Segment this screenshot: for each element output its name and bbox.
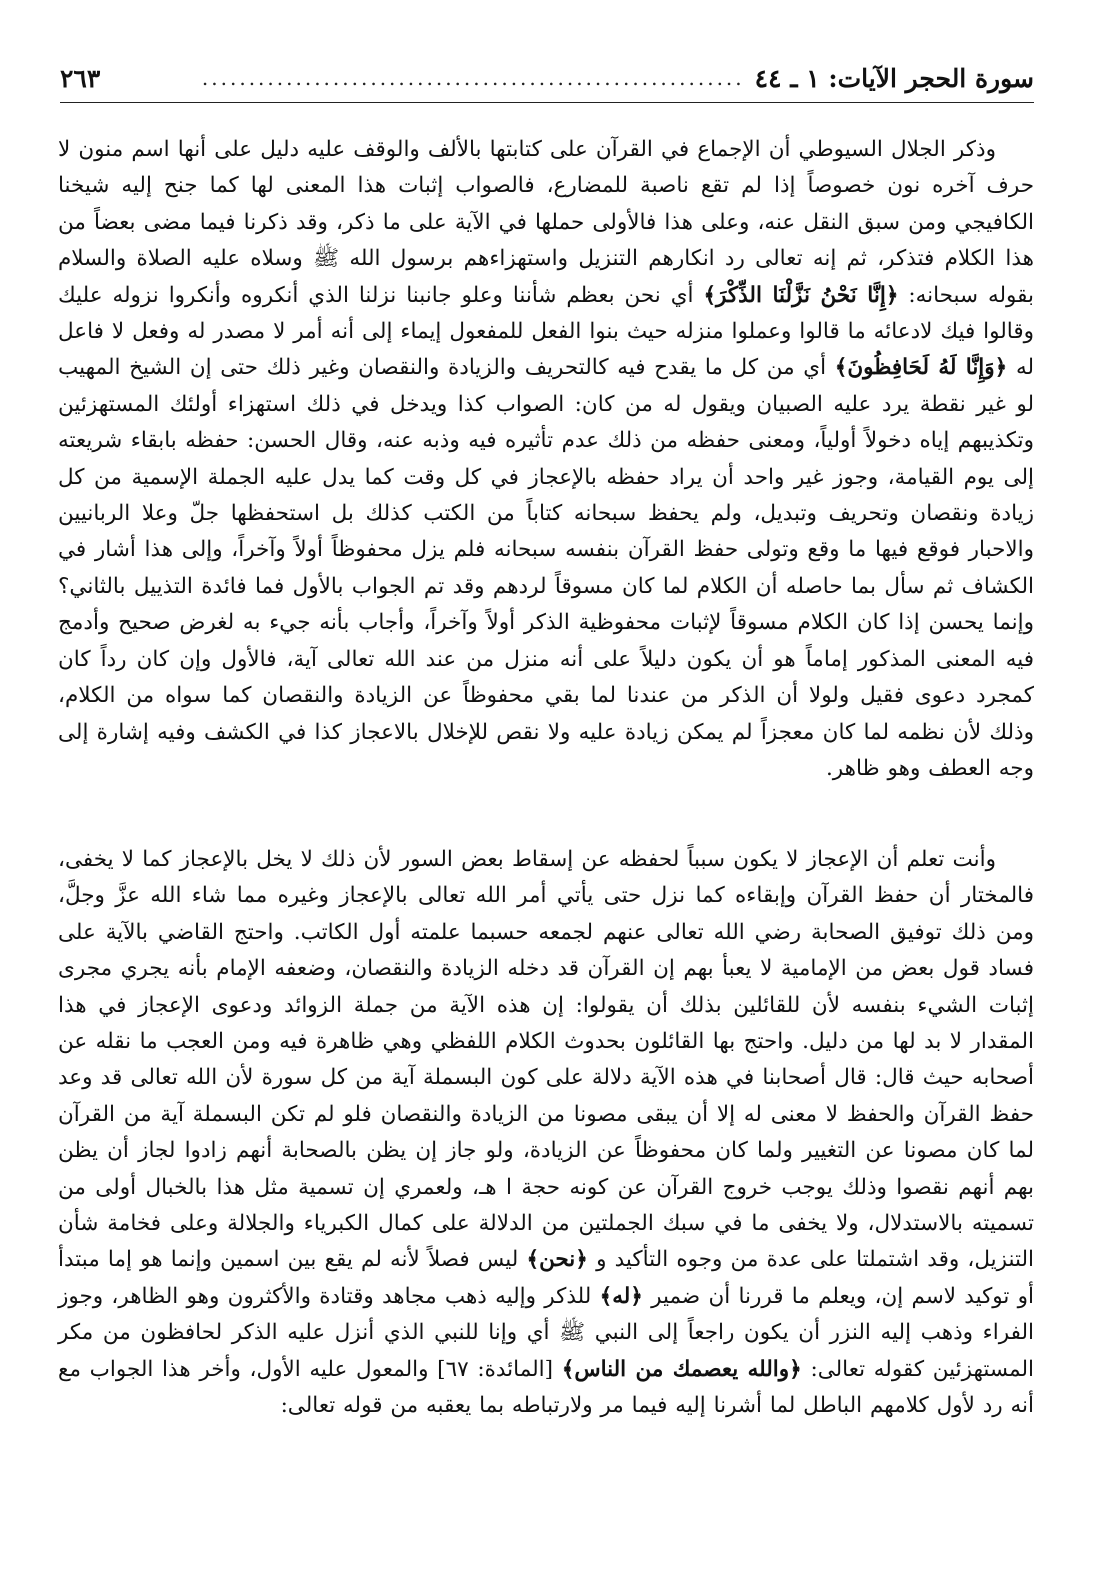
quran-quote: ﴿إِنَّا نَحْنُ نَزَّلْنَا الذِّكْرَ﴾ — [703, 282, 899, 308]
paragraph-1 — [58, 132, 1034, 787]
surah-title: سورة الحجر الآيات: ١ ـ ٤٤ — [754, 63, 1034, 93]
paragraph-2-text-1: وأنت تعلم أن الإعجاز لا يكون سبباً لحفظه عن إسقاط بعض السور لأن ذلك لا يخل بالإعجاز كما لا يخفى، فالمختار أن حفظ القرآن وإبقاءه كما نزل حتى يأتي أمر الله تعالى بالإعجاز وغيره مما شاء الله عزَّ وجلَّ، ومن ذلك توفيق الصحابة رضي الله تعالى عنهم لجمعه حسبما علمته أول الكاتب. واحتج القاضي بالآية على فساد قول بعض من الإمامية لا يعبأ بهم إن القرآن قد دخله الزيادة والنقصان، وضعفه الإمام بأنه يجري مجرى إثبات الشيء بنفسه لأن للقائلين بذلك أن يقولوا: إن هذه الآية من جملة الزوائد ودعوى الإعجاز في هذا المقدار لا بد لها من دليل. واحتج بها القائلون بحدوث الكلام اللفظي وهي ظاهرة فيه ومن العجب ما نقله عن أصحابه حيث قال: قال أصحابنا في هذه الآية دلالة على كون البسملة آية من كل سورة لأن الله تعالى قد وعد حفظ القرآن والحفظ لا معنى له إلا أن يبقى مصونا من الزيادة والنقصان فلو لم تكن البسملة آية من القرآن لما كان مصونا عن التغيير ولما كان محفوظاً عن الزيادة، ولو جاز إن يظن بالصحابة أنهم زادوا لجاز أن يظن بهم أنهم نقصوا وذلك يوجب خروج القرآن عن كونه حجة ا هـ، ولعمري إن تسمية مثل هذا بالخبال أولى من تسميته بالاستدلال، ولا يخفى ما في سبك الجملتين من الدلالة على كمال الكبرياء والجلالة وعلى فخامة شأن التنزيل، وقد اشتملتا على عدة من وجوه التأكيد و — [58, 847, 1034, 1273]
paragraph-2-text-2: ليس فصلاً لأنه لم يقع بين اسمين وإنما هو إما مبتدأ أو توكيد لاسم إن، ويعلم ما قررنا أن ضمير — [58, 1247, 1035, 1309]
paragraph-1-text-1: وذكر الجلال السيوطي أن الإجماع في القرآن على كتابتها بالألف والوقف عليه دليل على أنها اسم منون لا حرف آخره نون خصوصاً إذا لم تقع ناصبة للمضارع، فالصواب إثبات هذا المعنى لها كما جنح إليه شيخنا الكافيجي ومن سبق النقل عنه، وعلى هذا فالأولى حملها في الآية على ما ذكر، وقد ذكرنا فيما مضى بعضاً من هذا الكلام فتذكر، ثم إنه تعالى رد انكارهم التنزيل واستهزاءهم برسول الله ﷺ وسلاه عليه الصلاة والسلام بقوله سبحانه: — [58, 137, 1034, 308]
quran-quote: ﴿وَإِنَّا لَهُ لَحَافِظُونَ﴾ — [834, 355, 1008, 381]
running-header — [60, 56, 1034, 103]
quran-quote: ﴿له﴾ — [599, 1283, 643, 1309]
paragraph-1-text-3: أي من كل ما يقدح فيه كالتحريف والزيادة والنقصان وغير ذلك حتى إن الشيخ المهيب لو غير نقطة يرد عليه الصبيان ويقول له من كان: الصواب كذا ويدخل في ذلك استهزاء أولئك المستهزئين وتكذيبهم إياه دخولاً أولياً، ومعنى حفظه من ذلك عدم تأثيره فيه وذبه عنه، وقال الحسن: حفظه بابقاء شريعته إلى يوم القيامة، وجوز غير واحد أن يراد حفظه بالإعجاز في كل وقت كما يدل عليه الجملة الإسمية من كل زيادة ونقصان وتحريف وتبديل، ولم يحفظ سبحانه كتاباً من الكتب كذلك بل استحفظها جلّ وعلا الربانيين والاحبار فوقع فيها ما وقع وتولى حفظ القرآن بنفسه سبحانه فلم يزل محفوظاً أولاً وآخراً، وإلى هذا أشار في الكشاف ثم سأل بما حاصله أن الكلام لما كان مسوقاً لردهم وقد تم الجواب بالأول فما فائدة التذييل بالثاني؟ وإنما يحسن إذا كان الكلام مسوقاً لإثبات محفوظية الذكر أولاً وآخراً، وأجاب بأنه جيء به لغرض صحيح وأدمج فيه المعنى المذكور إماماً هو أن يكون دليلاً على أنه منزل من عند الله تعالى آية، فالأول وإن كان رداً كان كمجرد دعوى فقيل ولولا أن الذكر من عندنا لما بقي محفوظاً عن الزيادة والنقصان كما سواه من الكلام، وذلك لأن نظمه لما كان معجزاً لم يمكن زيادة عليه ولا نقص للإخلال بالاعجاز كذا في الكشف وفيه إشارة إلى وجه العطف وهو ظاهر. — [58, 355, 1034, 781]
paragraph-2-text-3: للذكر وإليه ذهب مجاهد وقتادة والأكثرون وهو الظاهر، وجوز الفراء وذهب إليه النزر أن يكون راجعاً إلى النبي ﷺ أي وإنا للنبي الذي أنزل عليه الذكر لحافظون من مكر المستهزئين كقوله تعالى: — [58, 1283, 1034, 1382]
header-leader-dots: .......................................................... — [201, 66, 745, 90]
quran-quote: ﴿والله يعصمك من الناس﴾ — [561, 1356, 802, 1382]
page-number: ٢٦٣ — [60, 63, 101, 93]
quran-quote: ﴿نحن﴾ — [526, 1247, 588, 1273]
paragraph-2 — [58, 842, 1034, 1425]
paragraph-2-text-4: [المائدة: ٦٧] والمعول عليه الأول، وأخر هذا الجواب مع أنه رد لأول كلامهم الباطل لما أشرنا إليه فيما مر ولارتباطه بما يعقبه من قوله تعالى: — [58, 1356, 1034, 1419]
paragraph-1-text-2: أي نحن بعظم شأننا وعلو جانبنا نزلنا الذي أنكروه وأنكروا نزوله عليك وقالوا فيك لادعائه ما قالوا وعملوا منزله حيث بنوا الفعل للمفعول إيماء إلى أنه أمر لا مصدر له وفعل لا فاعل له — [58, 282, 1035, 381]
